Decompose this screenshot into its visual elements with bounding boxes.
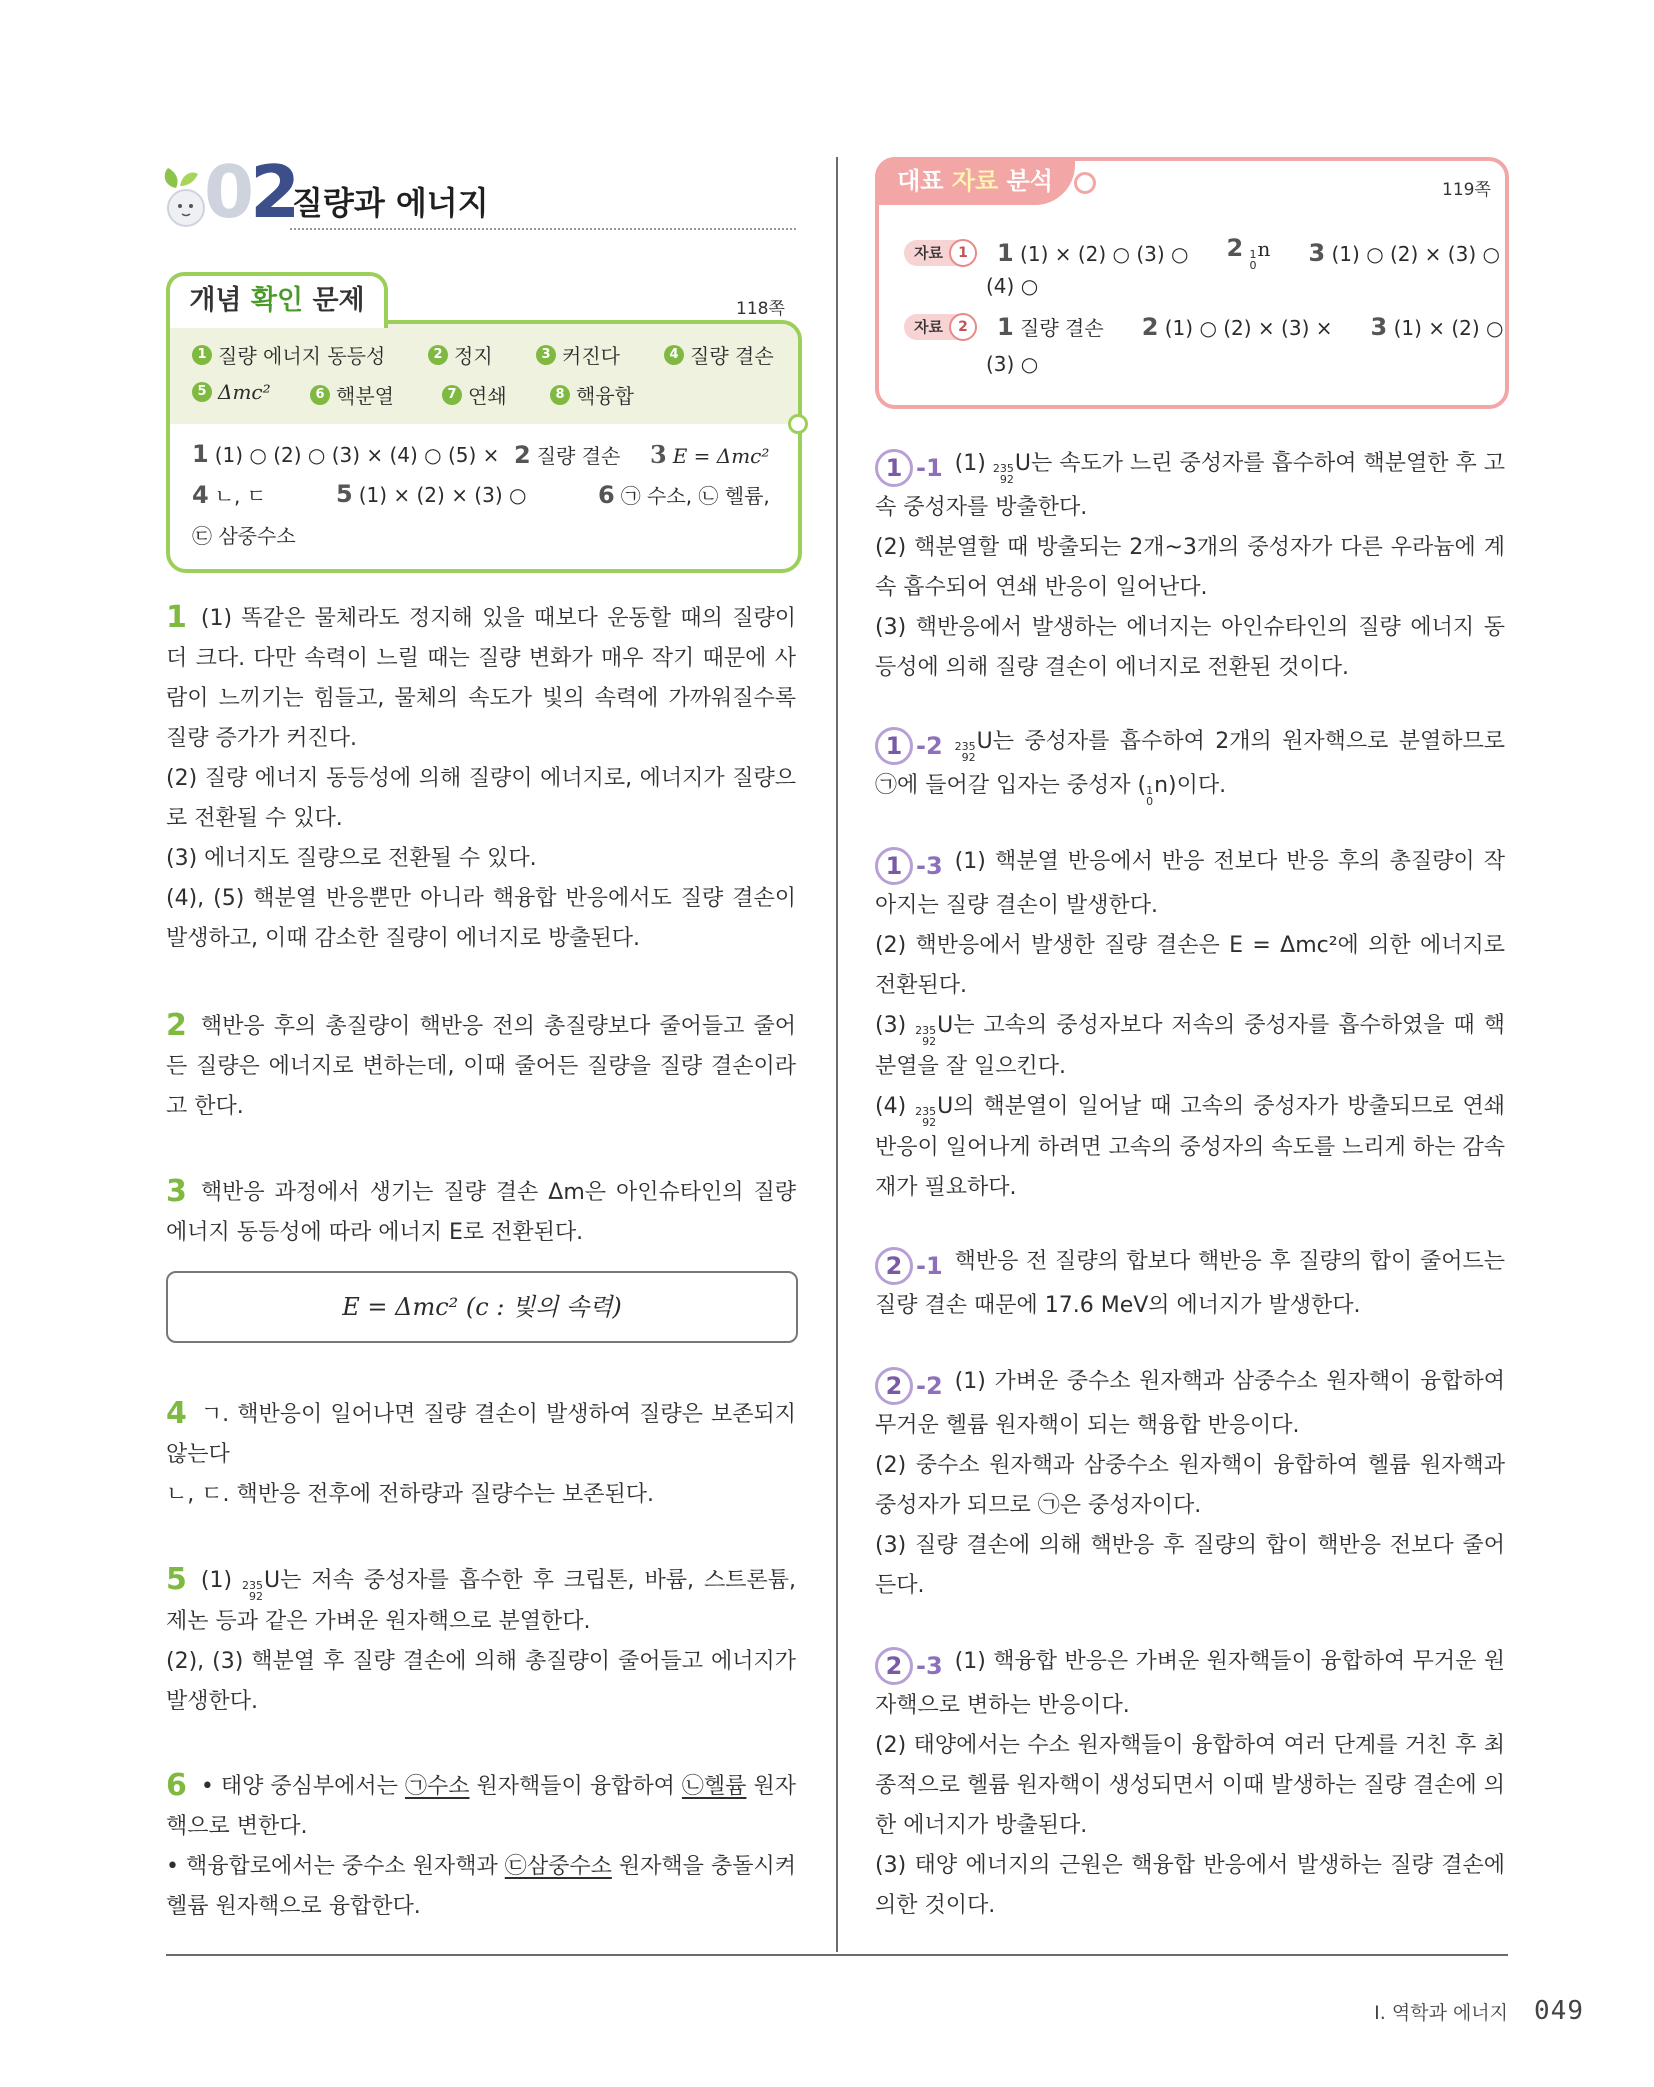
uranium-isotope: 235 92 xyxy=(992,462,1014,486)
concept-keywords xyxy=(170,324,798,424)
uranium-isotope: 235 92 xyxy=(915,1105,937,1129)
question-number: 1 -3 xyxy=(875,846,943,886)
keyword-item: 6 핵분열 xyxy=(310,380,394,409)
decorative-dot xyxy=(788,414,808,434)
concept-answer: 5 (1) × (2) × (3) ○ xyxy=(336,480,527,508)
data-page-ref: 119쪽 xyxy=(1442,180,1491,200)
answer-2: 2 핵반응 후의 총질량이 핵반응 전의 총질량보다 줄어들고 줄어든 질량은 에너지로 변하는데, 이때 줄어든 질량을 질량 결손이라고 한다. xyxy=(166,1008,796,1119)
concept-check-box xyxy=(166,320,802,573)
keyword-item: 2 정지 xyxy=(428,340,493,369)
answer-1: 1 (1) 똑같은 물체라도 정지해 있을 때보다 운동할 때의 질량이 더 크다. 다만 속력이 느릴 때는 질량 변화가 매우 작기 때문에 사람이 느끼기는 힘들고, 물체의 속도가 빛의 속력에 가까워질수록 질량 증가가 커진다. (2) 질량 에너지 동등성에 의해 질량이 에너지로, 에너지가 질량으로 전환될 수 있다. (3) 에너지도 질량으로 전환될 수 있다. (4), (5) 핵분열 반응뿐만 아니라 핵융합 반응에서도 질량 결손이 발생하고, 이때 감소한 질량이 에너지로 방출된다. xyxy=(166,600,796,951)
concept-answer: ㉢ 삼중수소 xyxy=(192,524,296,548)
concept-answer: 1 (1) ○ (2) ○ (3) × (4) ○ (5) × xyxy=(192,440,500,468)
concept-answers xyxy=(170,424,798,569)
answer-6: 6 • 태양 중심부에서는 ㉠수소 원자핵들이 융합하여 ㉡헬륨 원자핵으로 변한다. • 핵융합로에서는 중수소 원자핵과 ㉢삼중수소 원자핵을 충돌시켜 헬륨 원자핵으로 융합한다. xyxy=(166,1768,796,1919)
answer-1-1: 1 -1 (1) 235 92 U는 속도가 느린 중성자를 흡수하여 핵분열한 후 고속 중성자를 방출한다. (2) 핵분열할 때 방출되는 2개~3개의 중성자가 다른 우라늄에 계속 흡수되어 연쇄 반응이 일어난다. (3) 핵반응에서 발생하는 에너지는 아인슈타인의 질량 에너지 동등성에 의해 질량 결손이 에너지로 전환된 것이다. xyxy=(875,444,1505,688)
question-number: 2 -3 xyxy=(875,1646,943,1686)
answer-2-3: 2 -3 (1) 핵융합 반응은 가벼운 원자핵들이 융합하여 무거운 원자핵으로 변하는 반응이다. (2) 태양에서는 수소 원자핵들이 융합하여 여러 단계를 거친 후 최종적으로 헬륨 원자핵이 생성되면서 이때 발생하는 질량 결손에 의한 에너지가 방출된다. (3) 태양 에너지의 근원은 핵융합 반응에서 발생하는 질량 결손에 의한 것이다. xyxy=(875,1642,1505,1926)
data-row-2: 자료 2 1 질량 결손 2 (1) ○ (2) × (3) × 3 (1) × (2) ○ xyxy=(904,312,1504,341)
data-row-1-cont: (4) ○ xyxy=(986,274,1039,298)
answer-3: 3 핵반응 과정에서 생기는 질량 결손 Δm은 아인슈타인의 질량 에너지 동등성에 따라 에너지 E로 전환된다. xyxy=(166,1174,796,1245)
neutron-isotope: 1 0 xyxy=(1146,784,1154,808)
concept-check-tab: 개념 확인 문제 xyxy=(166,272,388,328)
keyword-item: 3 커진다 xyxy=(536,340,620,369)
section-header xyxy=(162,150,796,234)
chapter-label: Ⅰ. 역학과 에너지 xyxy=(1374,2001,1509,2024)
answer-2-1: 2 -1 핵반응 전 질량의 합보다 핵반응 후 질량의 합이 줄어드는 질량 결손 때문에 17.6 MeV의 에너지가 발생한다. xyxy=(875,1242,1505,1326)
concept-answer: 2 질량 결손 xyxy=(514,441,621,469)
keyword-item: 4 질량 결손 xyxy=(664,340,774,369)
question-number: 1 -2 xyxy=(875,726,943,766)
answer-2-2: 2 -2 (1) 가벼운 중수소 원자핵과 삼중수소 원자핵이 융합하여 무거운 헬륨 원자핵이 되는 핵융합 반응이다. (2) 중수소 원자핵과 삼중수소 원자핵이 융합하여 헬륨 원자핵과 중성자가 되므로 ㉠은 중성자이다. (3) 질량 결손에 의해 핵반응 후 질량의 합이 핵반응 전보다 줄어든다. xyxy=(875,1362,1505,1606)
data-label: 자료 2 xyxy=(904,314,977,340)
answer-4: 4 ㄱ. 핵반응이 일어나면 질량 결손이 발생하여 질량은 보존되지 않는다 ㄴ, ㄷ. 핵반응 전후에 전하량과 질량수는 보존된다. xyxy=(166,1396,796,1507)
page-footer xyxy=(1374,1996,1584,2026)
answer-5: 5 (1) 235 92 U는 저속 중성자를 흡수한 후 크립톤, 바륨, 스트론튬, 제논 등과 같은 가벼운 원자핵으로 분열한다. (2), (3) 핵분열 후 질량 결손에 의해 총질량이 줄어들고 에너지가 발생한다. xyxy=(166,1562,797,1714)
question-number: 2 -1 xyxy=(875,1246,943,1286)
keyword-item: 5 Δmc² xyxy=(192,380,271,404)
answer-1-2: 1 -2 235 92 U는 중성자를 흡수하여 2개의 원자핵으로 분열하므로 ㉠에 들어갈 입자는 중성자 ( 1 0 n)이다. xyxy=(875,722,1505,807)
keyword-item: 8 핵융합 xyxy=(550,380,634,409)
keyword-item: 1 질량 에너지 동등성 xyxy=(192,340,385,369)
concept-page-ref: 118쪽 xyxy=(736,299,785,319)
sprout-icon xyxy=(162,164,210,228)
concept-answer: 4 ㄴ, ㄷ xyxy=(192,481,267,509)
uranium-isotope: 235 92 xyxy=(954,740,976,764)
question-number: 1 -1 xyxy=(875,448,943,488)
footer-rule xyxy=(166,1954,1508,1956)
column-divider xyxy=(836,157,838,1952)
data-row-1: 자료 1 1 (1) × (2) ○ (3) ○ 2 1 0 n 3 (1) ○ (2) × (3) ○ xyxy=(904,234,1500,271)
question-number: 2 -2 xyxy=(875,1366,943,1406)
section-title: 질량과 에너지 xyxy=(292,184,489,222)
page-number: 049 xyxy=(1534,1996,1584,2026)
data-analysis-tab: 대표 자료 분석 xyxy=(875,157,1075,205)
data-label: 자료 1 xyxy=(904,240,977,266)
dotted-rule xyxy=(290,228,796,230)
concept-answer: 3 E = Δmc² xyxy=(650,440,770,469)
data-row-2-cont: (3) ○ xyxy=(986,352,1039,376)
concept-answer: 6 ㉠ 수소, ㉡ 헬륨, xyxy=(598,481,770,509)
formula-box: E = Δmc² (c : 빛의 속력) xyxy=(166,1271,798,1343)
uranium-isotope: 235 92 xyxy=(915,1024,937,1048)
keyword-item: 7 연쇄 xyxy=(442,380,507,409)
answer-1-3: 1 -3 (1) 핵분열 반응에서 반응 전보다 반응 후의 총질량이 작아지는 질량 결손이 발생한다. (2) 핵반응에서 발생한 질량 결손은 E = Δmc²에 의한 에너지로 전환된다. (3) 235 92 U는 고속의 중성자보다 저속의 중성자를 흡수하였을 때 핵분열을 잘 일으킨다. (4) 235 92 U의 핵분열이 일어날 때 고속의 중성자가 방출되므로 연쇄 반응이 일어나게 하려면 고속의 중성자의 속도를 느리게 하는 감속재가 필요하다. xyxy=(875,842,1505,1208)
section-number: 02 xyxy=(204,150,297,234)
uranium-isotope: 235 92 xyxy=(242,1579,264,1603)
decorative-ring xyxy=(1074,172,1096,194)
neutron-isotope: 1 0 xyxy=(1249,248,1257,272)
